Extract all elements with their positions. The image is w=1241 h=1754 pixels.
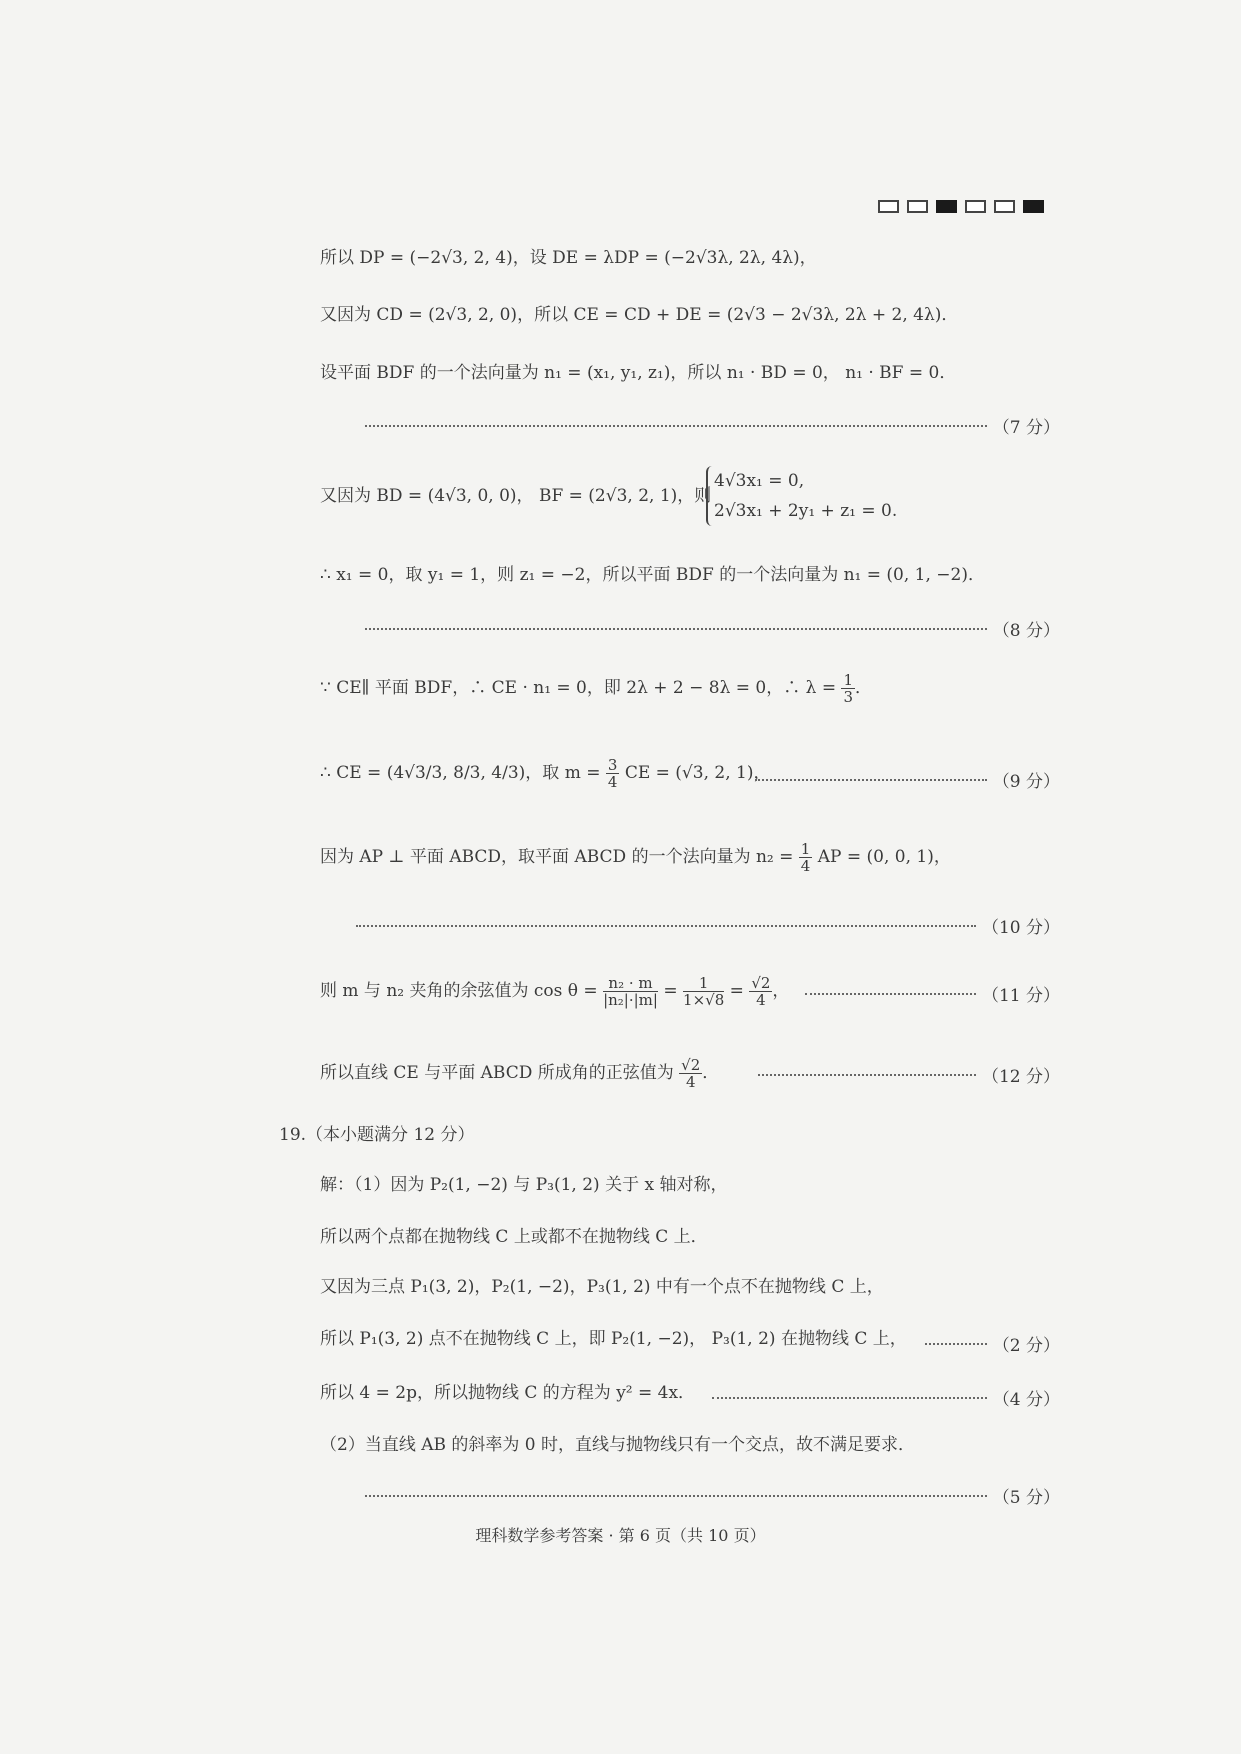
score-leader: [712, 1385, 1060, 1410]
text-line: [320, 841, 1060, 874]
mark-filled: [936, 200, 957, 213]
mark-empty: [994, 200, 1015, 213]
text: CE = (√3, 2, 1)，: [624, 763, 771, 783]
text-line: ∵ CE∥ 平面 BDF，∴ CE · n₁ = 0，即 2λ + 2 − 8λ = 0，∴ λ = $\frac{1}{3}$ ．: [320, 671, 873, 706]
mark-empty: [907, 200, 928, 213]
mark-empty: [878, 200, 899, 213]
score-label: （12 分）: [981, 1067, 1060, 1087]
text-line: （2）当直线 AB 的斜率为 0 时，直线与抛物线只有一个交点，故不满足要求．: [320, 1435, 916, 1455]
score-label: （7 分）: [992, 418, 1060, 438]
text-line: 则 m 与 n₂ 夹角的余弦值为 cos θ = $\frac{\text{n₂ · m}}{\text{|n₂|·|m|}}$ = $\frac{1}{1\times√8}$ = $\frac{√2}{4}$ ，: [320, 974, 790, 1009]
text-line: 所以两个点都在抛物线 C 上或都不在抛物线 C 上．: [320, 1227, 708, 1247]
text-line: 又因为 BD = (4√3, 0, 0)， BF = (2√3, 2, 1)，则: [320, 486, 712, 506]
score-leader: [365, 1483, 1060, 1508]
page-footer: 理科数学参考答案 · 第 6 页（共 10 页）: [475, 1526, 766, 1545]
fraction: $\frac{1}{3}$: [843, 671, 854, 706]
equation: 4√3x₁ = 0,: [714, 471, 805, 491]
score-label: （8 分）: [992, 621, 1060, 641]
text: 所以直线 CE 与平面 ABCD 所成角的正弦值为: [320, 1063, 674, 1083]
text: ∵ CE∥ 平面 BDF，∴ CE · n₁ = 0，即 2λ + 2 − 8λ = 0，∴ λ =: [320, 678, 837, 698]
fraction: $\frac{√2}{4}$: [681, 1056, 701, 1091]
text-line: 解：（1）因为 P₂(1, −2) 与 P₃(1, 2) 关于 x 轴对称，: [320, 1175, 728, 1195]
mark-empty: [965, 200, 986, 213]
text-line: 所以 DP = (−2√3, 2, 4)，设 DE = λDP = (−2√3λ, 2λ, 4λ)，: [320, 248, 817, 268]
text: 则 m 与 n₂ 夹角的余弦值为 cos θ =: [320, 981, 598, 1001]
text-line: 所以直线 CE 与平面 ABCD 所成角的正弦值为 $\frac{√2}{4}$ ．: [320, 1056, 720, 1091]
score-label: （4 分）: [992, 1390, 1060, 1410]
header-marks: [878, 200, 1044, 213]
equation: 2√3x₁ + 2y₁ + z₁ = 0.: [714, 501, 898, 521]
score-leader: [365, 413, 1060, 438]
text: AP = (0, 0, 1)，: [817, 847, 951, 867]
score-label: （2 分）: [992, 1336, 1060, 1356]
text: 因为 AP ⊥ 平面 ABCD，取平面 ABCD 的一个法向量为 n₂ =: [320, 847, 794, 867]
score-leader: [356, 913, 1060, 938]
text-line: 所以 4 = 2p，所以抛物线 C 的方程为 y² = 4x．: [320, 1383, 696, 1403]
fraction: $\frac{√2}{4}$: [751, 974, 771, 1009]
text-line: [320, 756, 771, 791]
equation-system: [706, 466, 897, 526]
score-leader: [365, 616, 1060, 641]
score-label: （10 分）: [981, 918, 1060, 938]
score-leader: [925, 1331, 1060, 1356]
text-line: 设平面 BDF 的一个法向量为 n₁ = (x₁, y₁, z₁)，所以 n₁ · BD = 0， n₁ · BF = 0．: [320, 363, 957, 383]
score-leader: [805, 981, 1060, 1006]
score-leader: [758, 1062, 1060, 1087]
fraction: $\frac{1}{1\times√8}$: [683, 974, 725, 1009]
question-heading: 19.（本小题满分 12 分）: [279, 1125, 475, 1145]
score-label: （9 分）: [992, 772, 1060, 792]
score-leader: [755, 767, 1060, 792]
score-label: （5 分）: [992, 1488, 1060, 1508]
mark-filled: [1023, 200, 1044, 213]
text-line: ∴ x₁ = 0，取 y₁ = 1，则 z₁ = −2，所以平面 BDF 的一个法向量为 n₁ = (0, 1, −2)．: [320, 565, 985, 585]
text-line: 又因为三点 P₁(3, 2)，P₂(1, −2)，P₃(1, 2) 中有一个点不在抛物线 C 上，: [320, 1277, 884, 1297]
text-line: 所以 P₁(3, 2) 点不在抛物线 C 上，即 P₂(1, −2)， P₃(1, 2) 在抛物线 C 上，: [320, 1329, 907, 1349]
fraction: $\frac{3}{4}$: [607, 756, 618, 791]
text: ∴ CE = (4√3/3, 8/3, 4/3)，取 m =: [320, 763, 601, 783]
fraction: $\frac{1}{4}$: [800, 840, 811, 875]
score-label: （11 分）: [981, 986, 1060, 1006]
text-line: 又因为 CD = (2√3, 2, 0)，所以 CE = CD + DE = (2√3 − 2√3λ, 2λ + 2, 4λ)．: [320, 305, 959, 325]
fraction: $\frac{\text{n₂ · m}}{\text{|n₂|·|m|}}$: [603, 974, 658, 1009]
